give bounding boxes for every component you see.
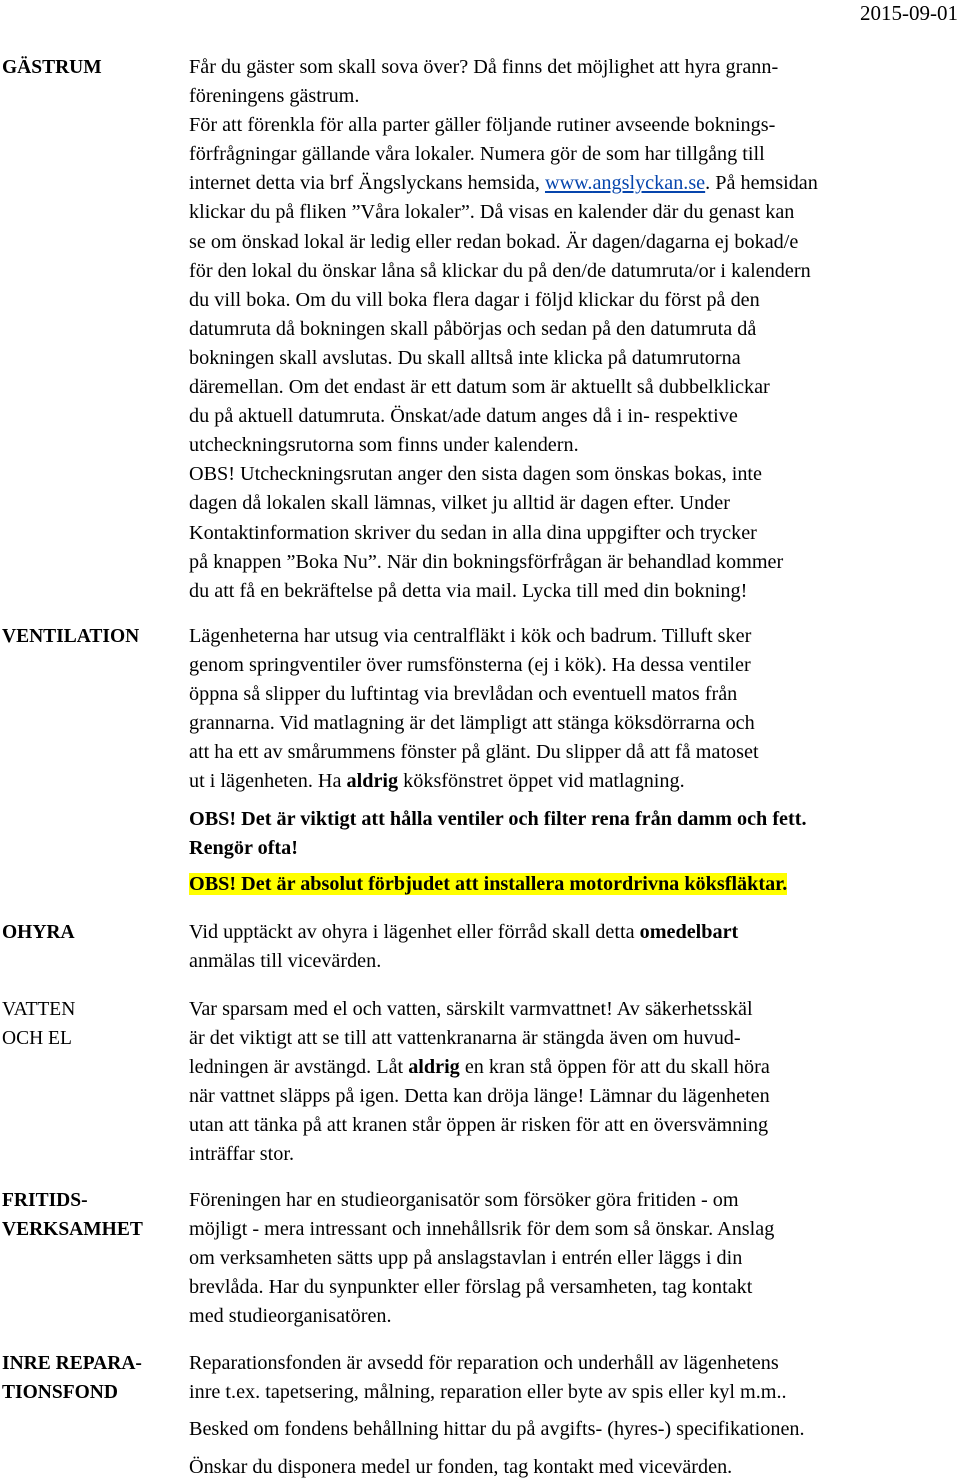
body-fritid <box>189 1186 959 1331</box>
text-line: däremellan. Om det endast är ett datum som är aktuellt så dubbelklickar <box>189 376 770 399</box>
text-line: föreningens gästrum. <box>189 85 360 108</box>
text-line: att ha ett av smårummens fönster på glänt. Du slipper då att få matoset <box>189 741 759 764</box>
text-line: möjligt - mera intressant och innehållsrik för dem som så önskar. Anslag <box>189 1218 775 1241</box>
text-line: på knappen ”Boka Nu”. När din bokningsförfrågan är behandlad kommer <box>189 550 784 573</box>
emphasis-aldrig: aldrig <box>408 1056 460 1079</box>
text-line: du vill boka. Om du vill boka flera dagar i följd klickar du först på den <box>189 288 760 311</box>
highlighted-warning: OBS! Det är absolut förbjudet att installera motordrivna köksfläktar. <box>189 872 788 895</box>
text-line: med studieorganisatören. <box>189 1305 392 1328</box>
website-link-domain[interactable]: angslyckan.se <box>592 172 706 195</box>
website-link-www[interactable]: www. <box>544 172 593 195</box>
heading-line: TIONSFOND <box>2 1382 118 1403</box>
body-gastrum <box>189 53 959 606</box>
body-ventilation <box>189 622 959 899</box>
body-fond <box>189 1349 959 1482</box>
text-line: Får du gäster som skall sova över? Då finns det möjlighet att hyra grann- <box>189 56 779 78</box>
heading-fritid <box>2 1186 182 1244</box>
text-line: är det viktigt att se till att vattenkranarna är stängda även om huvud- <box>189 1027 741 1050</box>
heading-line: OHYRA <box>2 922 75 943</box>
text-line: öppna så slipper du luftintag via brevlådan och eventuell matos från <box>189 683 738 706</box>
text-line: grannarna. Vid matlagning är det lämpligt att stänga köksdörrarna och <box>189 712 755 735</box>
text-line: Kontaktinformation skriver du sedan in alla dina uppgifter och trycker <box>189 521 757 544</box>
text-fragment: . På hemsidan <box>705 172 818 195</box>
text-line: Lägenheterna har utsug via centralfläkt i kök och badrum. Tilluft sker <box>189 625 752 647</box>
text-line: förfrågningar gällande våra lokaler. Numera gör de som har tillgång till <box>189 143 765 166</box>
obs-warning-fans <box>189 870 959 899</box>
emphasis-aldrig: aldrig <box>346 770 399 793</box>
body-ohyra <box>189 918 959 976</box>
text-fragment: en kran stå öppen för att du skall höra <box>459 1056 770 1079</box>
heading-line: INRE REPARA- <box>2 1353 142 1374</box>
heading-vatten <box>2 995 182 1053</box>
text-line: Besked om fondens behållning hittar du på avgifts- (hyres-) specifikationen. <box>189 1418 805 1441</box>
heading-line: VERKSAMHET <box>2 1219 143 1240</box>
text-line: du att få en bekräftelse på detta via mail. Lycka till med din bokning! <box>189 579 748 602</box>
text-line: inträffar stor. <box>189 1143 295 1166</box>
text-line: utcheckningsrutorna som finns under kalendern. <box>189 434 579 457</box>
text-line <box>189 1053 959 1082</box>
text-line <box>189 767 959 796</box>
text-fragment: internet detta via brf Ängslyckans hemsida, <box>189 172 545 195</box>
text-line: när vattnet släpps på igen. Detta kan dröja länge! Lämnar du lägenheten <box>189 1085 770 1108</box>
text-line: inre t.ex. tapetsering, målning, reparation eller byte av spis eller kyl m.m.. <box>189 1381 787 1404</box>
obs-warning-clean <box>189 805 959 863</box>
text-line: dagen då lokalen skall lämnas, vilket ju alltid är dagen efter. Under <box>189 492 730 515</box>
text-line: Rengör ofta! <box>189 836 298 859</box>
heading-line: VATTEN <box>2 999 76 1020</box>
text-fragment: ledningen är avstängd. Låt <box>189 1056 409 1079</box>
text-line-with-link <box>189 169 959 198</box>
text-line: utan att tänka på att kranen står öppen är risken för att en översvämning <box>189 1114 769 1137</box>
text-line: Var sparsam med el och vatten, särskilt varmvattnet! Av säkerhetsskäl <box>189 998 753 1020</box>
emphasis-omedelbart: omedelbart <box>639 921 739 943</box>
text-line: OBS! Utcheckningsrutan anger den sista dagen som önskas bokas, inte <box>189 463 762 486</box>
text-line: om verksamheten sätts upp på anslagstavlan i entrén eller läggs i din <box>189 1247 743 1270</box>
text-line: brevlåda. Har du synpunkter eller förslag på versamheten, tag kontakt <box>189 1276 753 1299</box>
text-line: datumruta då bokningen skall påbörjas och sedan på den datumruta då <box>189 317 757 340</box>
text-line: Föreningen har en studieorganisatör som försöker göra fritiden - om <box>189 1189 739 1211</box>
text-line: Önskar du disponera medel ur fonden, tag kontakt med vicevärden. <box>189 1456 733 1479</box>
text-line: klickar du på fliken ”Våra lokaler”. Då visas en kalender där du genast kan <box>189 201 795 224</box>
text-fragment: Vid upptäckt av ohyra i lägenhet eller förråd skall detta <box>189 921 640 943</box>
text-line: se om önskad lokal är ledig eller redan bokad. Är dagen/dagarna ej bokad/e <box>189 230 799 253</box>
heading-line: GÄSTRUM <box>2 57 102 78</box>
text-line: för den lokal du önskar låna så klickar du på den/de datumruta/or i kalendern <box>189 259 811 282</box>
heading-fond <box>2 1349 182 1407</box>
text-line: Reparationsfonden är avsedd för reparation och underhåll av lägenhetens <box>189 1352 779 1374</box>
text-line: bokningen skall avslutas. Du skall alltså inte klicka på datumrutorna <box>189 346 741 369</box>
text-fragment: ut i lägenheten. Ha <box>189 770 347 793</box>
text-line: du på aktuell datumruta. Önskat/ade datum anges då i in- respektive <box>189 405 738 428</box>
heading-gastrum <box>2 53 182 82</box>
heading-line: OCH EL <box>2 1028 72 1049</box>
heading-ventilation <box>2 622 182 651</box>
heading-ohyra <box>2 918 182 947</box>
heading-line: FRITIDS- <box>2 1190 88 1211</box>
text-line: OBS! Det är viktigt att hålla ventiler och filter rena från damm och fett. <box>189 807 807 830</box>
text-line: anmälas till vicevärden. <box>189 950 382 973</box>
body-vatten <box>189 995 959 1170</box>
text-line: För att förenkla för alla parter gäller följande rutiner avseende boknings- <box>189 114 776 137</box>
text-fragment: köksfönstret öppet vid matlagning. <box>398 770 685 793</box>
heading-line: VENTILATION <box>2 626 140 647</box>
text-line: genom springventiler över rumsfönsterna (ej i kök). Ha dessa ventiler <box>189 654 751 677</box>
document-date: 2015-09-01 <box>860 1 958 25</box>
text-line <box>189 918 959 947</box>
